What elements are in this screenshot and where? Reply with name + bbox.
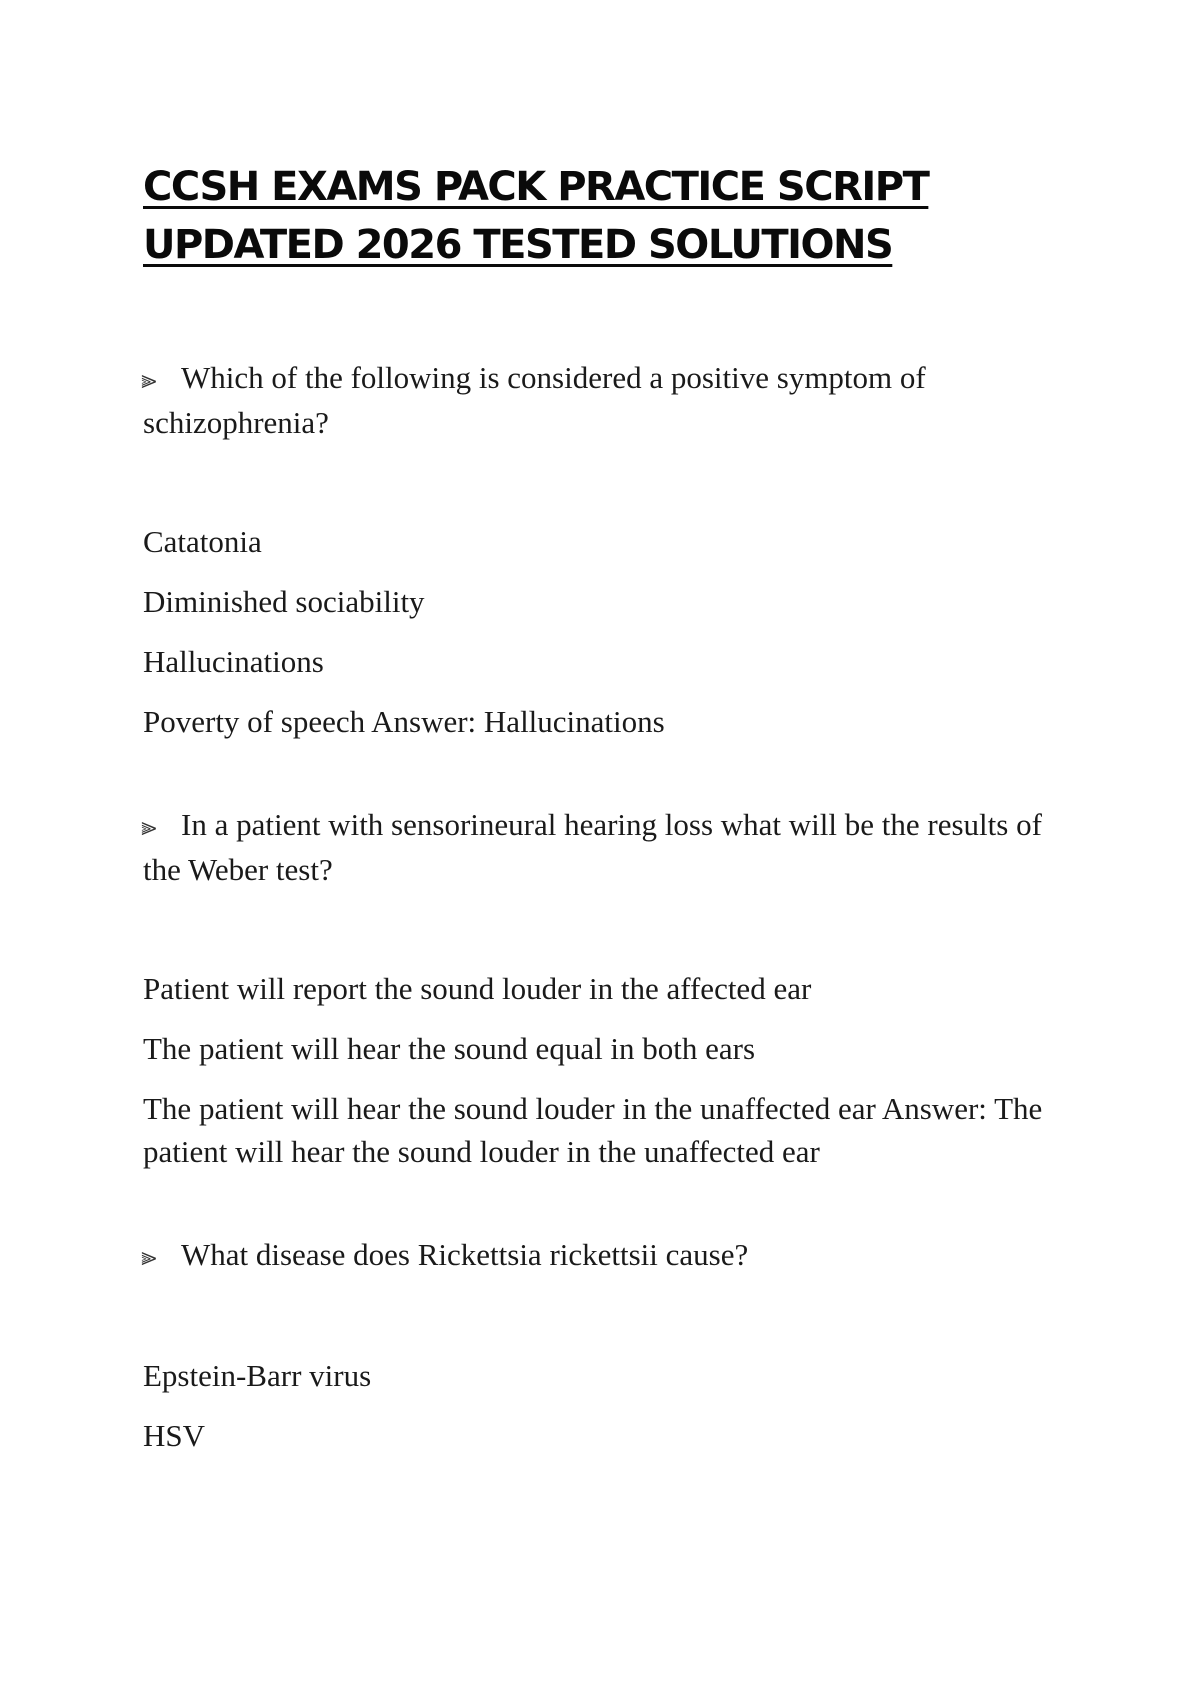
answer-option: Catatonia [143, 524, 262, 559]
document-title [143, 158, 1083, 274]
question-2 [143, 803, 1083, 891]
answer-option: Diminished sociability [143, 584, 425, 619]
bullet-arrow-icon: ⫸ [141, 812, 157, 841]
question-text: What disease does Rickettsia rickettsii cause? [181, 1237, 749, 1272]
title-line-1: CCSH EXAMS PACK PRACTICE SCRIPT [143, 164, 929, 210]
answer-option: Epstein-Barr virus [143, 1358, 372, 1393]
bullet-arrow-icon: ⫸ [141, 1242, 157, 1271]
question-text: Which of the following is considered a positive symptom of schizophrenia? [143, 360, 926, 440]
answer-option: Poverty of speech Answer: Hallucinations [143, 704, 665, 739]
question-block-1 [143, 356, 1083, 743]
question-3 [143, 1233, 1083, 1278]
answer-option: Patient will report the sound louder in the affected ear [143, 971, 812, 1006]
question-block-3 [143, 1233, 1083, 1457]
document-content [143, 158, 1083, 1474]
answer-option: HSV [143, 1418, 206, 1453]
question-1 [143, 356, 1083, 444]
title-line-2: UPDATED 2026 TESTED SOLUTIONS [143, 222, 893, 268]
answer-option: The patient will hear the sound equal in both ears [143, 1031, 756, 1066]
answer-option: The patient will hear the sound louder in the unaffected ear Answer: The patient will hear the sound louder in the unaffected ear [143, 1091, 1043, 1169]
bullet-arrow-icon: ⫸ [141, 365, 157, 394]
question-block-2 [143, 803, 1083, 1173]
answer-option: Hallucinations [143, 644, 324, 679]
question-text: In a patient with sensorineural hearing loss what will be the results of the Weber test? [143, 807, 1042, 887]
